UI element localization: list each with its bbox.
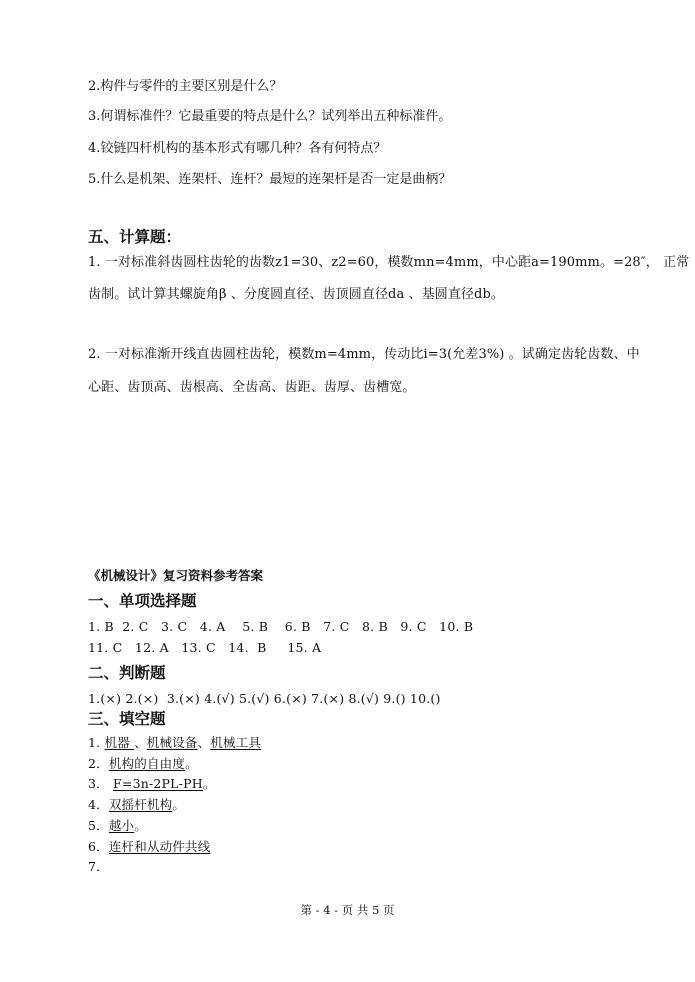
- calc-problem-1-line-2: 齿制。试计算其螺旋角β 、分度圆直径、齿顶圆直径da 、基圆直径db。: [88, 287, 504, 302]
- question-2: 2.构件与零件的主要区别是什么？: [88, 79, 283, 94]
- fill-blank-underlined-answer: 越小: [108, 817, 135, 833]
- fill-blank-answer: [88, 796, 185, 814]
- calc-problem-1-line-1: 1. 一对标准斜齿圆柱齿轮的齿数z1=30、z2=60，模数mn=4mm，中心距a=190mm。=28″， 正常: [88, 255, 690, 270]
- fill-blank-underlined-answer: 机械工具: [210, 735, 262, 750]
- section-heading-single-choice: 一、单项选择题: [88, 592, 197, 610]
- fill-blank-number: 2．: [88, 755, 109, 771]
- page-footer: 第 - 4 - 页 共 5 页: [300, 903, 395, 917]
- fill-blank-answer: [88, 838, 210, 856]
- fill-blank-underlined-answer: 机器: [104, 735, 135, 750]
- fill-blank-answer: [88, 755, 198, 773]
- question-5: 5.什么是机架、连架杆、连杆？最短的连架杆是否一定是曲柄？: [88, 172, 452, 187]
- section-heading-true-false: 二、判断题: [88, 664, 166, 682]
- section-heading-fill-blank: 三、填空题: [88, 710, 166, 728]
- section-heading-calculation: 五、计算题：: [88, 228, 182, 246]
- calc-problem-2-line-1: 2. 一对标准渐开线直齿圆柱齿轮，模数m=4mm，传动比i=3(允差3%) 。试确定齿轮齿数、中: [88, 347, 640, 362]
- fill-blank-answer: [88, 858, 109, 876]
- fill-blank-number: 5．: [88, 817, 109, 833]
- calc-problem-2-line-2: 心距、齿顶高、齿根高、全齿高、齿距、齿厚、齿槽宽。: [88, 380, 416, 395]
- fill-blank-underlined-answer: F=3n-2PL-PH: [113, 776, 203, 792]
- fill-blank-punctuation: 。: [172, 797, 186, 813]
- fill-blank-punctuation: 。: [202, 776, 216, 792]
- fill-blank-number: 1.: [88, 735, 105, 750]
- question-3: 3.何谓标准件？它最重要的特点是什么？试列举出五种标准件。: [88, 109, 452, 124]
- fill-blank-underlined-answer: 双摇杆机构: [108, 797, 173, 813]
- question-4: 4.铰链四杆机构的基本形式有哪几种？各有何特点？: [88, 141, 387, 156]
- fill-blank-punctuation: 、: [134, 735, 147, 750]
- fill-blank-punctuation: 、: [197, 735, 211, 750]
- true-false-answers-row: 1.(×) 2.(×) 3.(×) 4.(√) 5.(√) 6.(×) 7.(×) 8.(√) 9.() 10.(): [88, 691, 441, 706]
- fill-blank-punctuation: 。: [134, 817, 147, 833]
- fill-blank-number: 7．: [88, 859, 109, 875]
- fill-blank-answer: [88, 775, 216, 793]
- single-choice-answers-row-2: 11. C 12. A 13. C 14. B 15. A: [88, 640, 322, 655]
- fill-blank-number: 6．: [88, 838, 109, 854]
- fill-blank-underlined-answer: 连杆和从动件共线: [108, 838, 211, 854]
- fill-blank-punctuation: 。: [185, 755, 198, 771]
- fill-blank-underlined-answer: 机构的自由度: [108, 755, 186, 771]
- answers-title: 《机械设计》复习资料参考答案: [88, 568, 264, 583]
- fill-blank-number: 3．: [88, 776, 114, 792]
- fill-blank-answer: [88, 817, 147, 835]
- fill-blank-underlined-answer: 机械设备: [146, 735, 198, 750]
- fill-blank-number: 4．: [88, 797, 109, 813]
- fill-blank-answer: [88, 734, 261, 752]
- single-choice-answers-row-1: 1. B 2. C 3. C 4. A 5. B 6. B 7. C 8. B 9. C 10. B: [88, 619, 474, 634]
